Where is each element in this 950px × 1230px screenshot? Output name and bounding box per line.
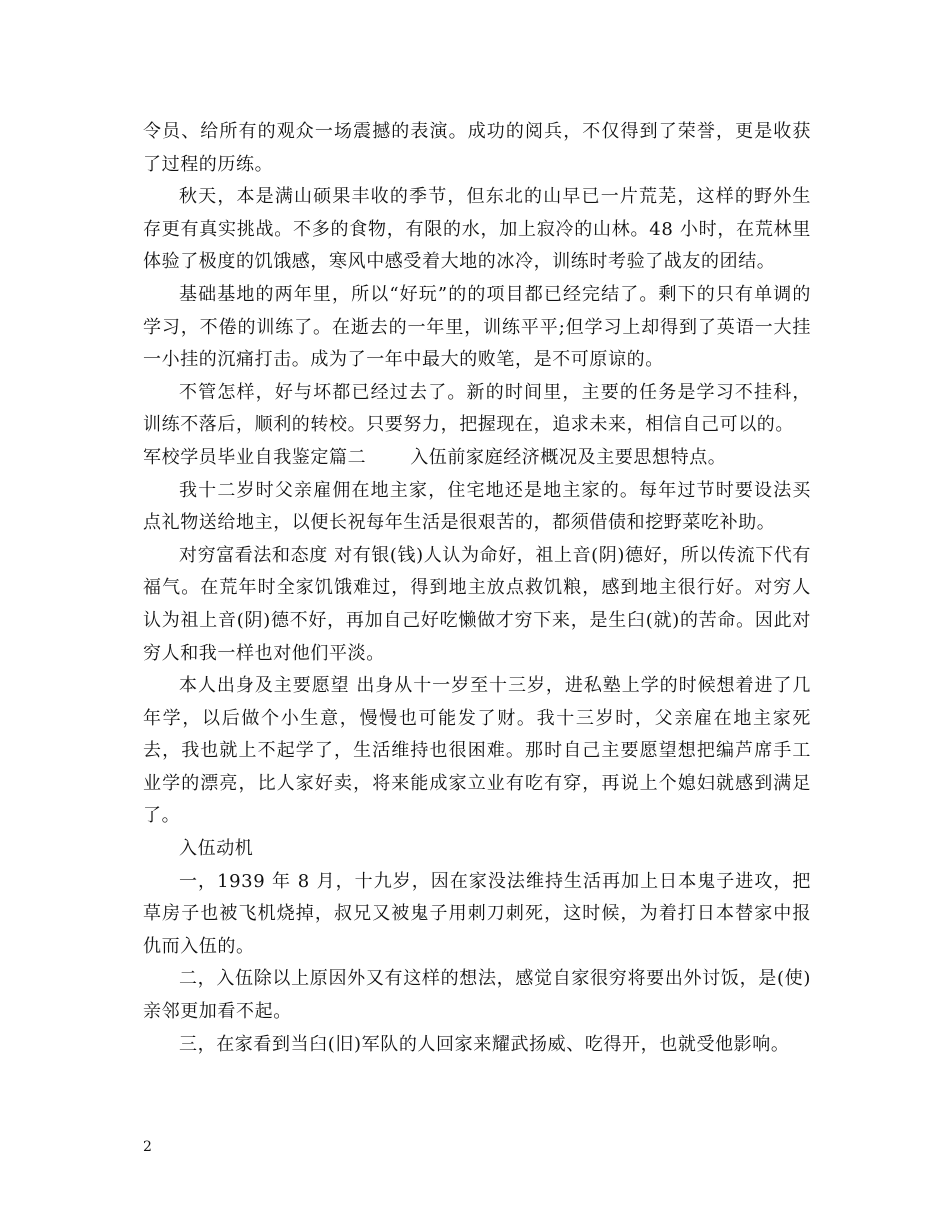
paragraph-motive-three: 三，在家看到当臼(旧)军队的人回家来耀武扬威、吃得开，也就受他影响。 — [179, 1033, 790, 1055]
document-body — [143, 116, 811, 1061]
paragraph-motive-heading: 入伍动机 — [179, 838, 254, 860]
section-heading — [143, 442, 811, 475]
paragraph-motive-two: 二，入伍除以上原因外又有这样的想法，感觉自家很穷将要出外讨饭，是(使)亲邻更加看不起。 — [143, 968, 811, 1023]
paragraph-family-economy: 我十二岁时父亲雇佣在地主家，住宅地还是地主家的。每年过节时要设法买点礼物送给地主，以便长祝每年生活是很艰苦的，都须借债和挖野菜吃补助。 — [143, 479, 811, 534]
paragraph-views-on-wealth: 对穷富看法和态度 对有银(钱)人认为命好，祖上音(阴)德好，所以传流下代有福气。在荒年时全家饥饿难过，得到地主放点救饥粮，感到地主很行好。对穷人认为祖上音(阴)德不好，再加自己好吃懒做才穷下来，是生臼(就)的苦命。因此对穷人和我一样也对他们平淡。 — [143, 544, 812, 664]
page-number: 2 — [143, 1139, 152, 1155]
section-title: 军校学员毕业自我鉴定篇二 — [143, 446, 367, 468]
paragraph-motive-one: 一，1939 年 8 月，十九岁，因在家没法维持生活再加上日本鬼子进攻，把草房子也被飞机烧掉，叔兄又被鬼子用刺刀刺死，这时候，为着打日本替家中报仇而入伍的。 — [143, 870, 811, 957]
paragraph-base-years: 基础基地的两年里，所以“好玩”的的项目都已经完结了。剩下的只有单调的学习，不倦的训练了。在逝去的一年里，训练平平;但学习上却得到了英语一大挂一小挂的沉痛打击。成为了一年中最大的败笔，是不可原谅的。 — [143, 283, 811, 371]
paragraph-looking-forward: 不管怎样，好与坏都已经过去了。新的时间里，主要的任务是学习不挂科，训练不落后，顺利的转校。只要努力，把握现在，追求未来，相信自己可以的。 — [143, 381, 811, 436]
paragraph-autumn-survival: 秋天，本是满山硕果丰收的季节，但东北的山早已一片荒芜，这样的野外生存更有真实挑战。不多的食物，有限的水，加上寂冷的山林。48 小时，在荒林里体验了极度的饥饿感，寒风中感受着大地的冰冷，训练时考验了战友的团结。 — [143, 186, 811, 273]
paragraph-parade-conclusion: 令员、给所有的观众一场震撼的表演。成功的阅兵，不仅得到了荣誉，更是收获了过程的历练。 — [143, 121, 811, 175]
section-subtitle: 入伍前家庭经济概况及主要思想特点。 — [410, 446, 727, 468]
paragraph-background-wishes: 本人出身及主要愿望 出身从十一岁至十三岁，进私塾上学的时候想着进了几年学，以后做个小生意，慢慢也可能发了财。我十三岁时，父亲雇在地主家死去，我也就上不起学了，生活维持也很困难。那时自己主要愿望想把编芦席手工业学的漂亮，比人家好卖，将来能成家立业有吃有穿，再说上个媳妇就感到满足了。 — [143, 675, 811, 827]
